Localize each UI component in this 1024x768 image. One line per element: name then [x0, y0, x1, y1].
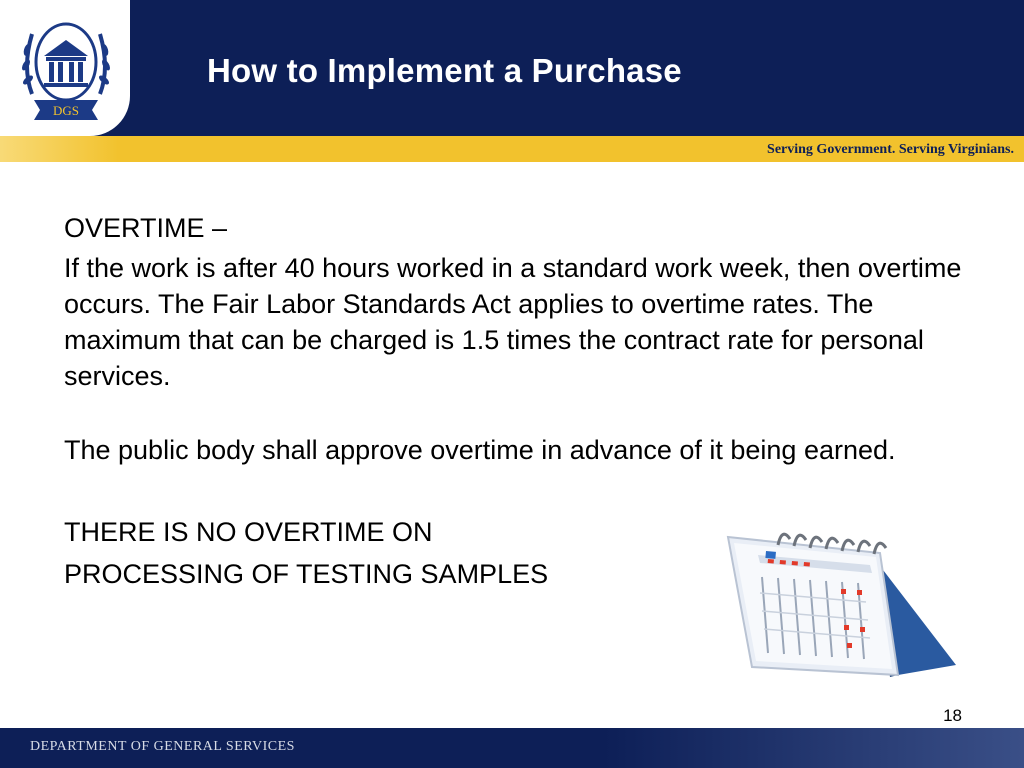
spacer	[64, 394, 984, 432]
approval-paragraph: The public body shall approve overtime in advance of it being earned.	[64, 435, 896, 465]
page-number: 18	[943, 706, 962, 725]
notice-line-2: PROCESSING OF TESTING SAMPLES	[64, 559, 549, 589]
spacer	[64, 468, 984, 506]
section-heading: OVERTIME –	[64, 213, 228, 243]
slide-footer	[0, 728, 1024, 768]
gold-banner-fade	[0, 136, 120, 162]
department-name: DEPARTMENT OF GENERAL SERVICES	[30, 739, 295, 754]
overtime-paragraph: If the work is after 40 hours worked in a standard work week, then overtime occurs. The Fair Labor Standards Act applies to overtime rates. The maximum that can be charged is 1.5 times the contract rate for personal services.	[64, 253, 962, 391]
slide-title: How to Implement a Purchase	[207, 52, 682, 89]
tagline: Serving Government. Serving Virginians.	[767, 142, 1014, 157]
svg-text:DGS: DGS	[52, 103, 80, 118]
footer-fade	[604, 728, 1024, 768]
dgs-capitol-logo-icon	[18, 10, 114, 126]
slide-header	[0, 0, 1024, 136]
notice-line-1: THERE IS NO OVERTIME ON	[64, 517, 433, 547]
logo-container	[0, 0, 130, 136]
calendar-icon	[720, 515, 960, 685]
